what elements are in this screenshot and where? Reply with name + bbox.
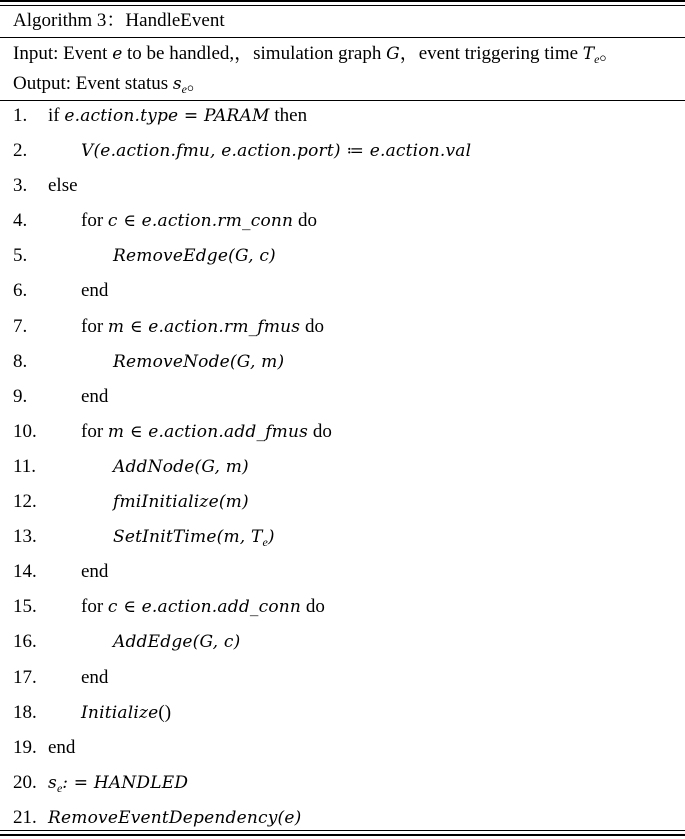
keyword: for (81, 420, 108, 442)
keyword: do (301, 596, 325, 618)
line-code (48, 98, 307, 134)
math-expression: s (48, 772, 57, 793)
math-expression: RemoveEdge(G, c) (113, 246, 276, 267)
algorithm-line (0, 168, 685, 203)
line-number: 16. (13, 631, 37, 653)
line-number: 17. (13, 666, 37, 688)
line-code (81, 133, 471, 169)
line-number: 2. (13, 140, 28, 162)
math-expression: AddEdge(G, c) (113, 632, 241, 653)
algorithm-line (0, 238, 685, 273)
math-expression: c ∈ e.action.add_conn (107, 597, 302, 618)
math-expression: c ∈ e.action.rm_conn (107, 211, 294, 232)
line-code (113, 484, 249, 520)
keyword: end (81, 385, 109, 407)
algorithm-line (0, 484, 685, 519)
math-expression: Initialize (81, 702, 159, 723)
line-code (113, 449, 249, 485)
line-code (81, 379, 108, 414)
line-code (113, 238, 276, 274)
line-code (81, 554, 108, 589)
line-number: 4. (13, 210, 28, 232)
keyword: () (158, 701, 172, 723)
line-code (81, 695, 171, 731)
algorithm-line (0, 589, 685, 624)
line-number: 1. (13, 105, 28, 126)
line-number: 15. (13, 596, 37, 618)
algorithm-line (0, 660, 685, 695)
input-line (13, 41, 618, 72)
algorithm-line (0, 273, 685, 308)
math-expression: RemoveNode(G, m) (113, 351, 285, 372)
line-code (81, 414, 332, 450)
keyword: end (48, 736, 76, 758)
algorithm-line (0, 203, 685, 238)
math-expression: m ∈ e.action.rm_fmus (107, 316, 301, 337)
keyword: for (81, 210, 108, 232)
line-number: 11. (13, 455, 37, 477)
line-number: 3. (13, 175, 28, 197)
output-prefix: Output: Event status (13, 73, 173, 94)
algorithm-line (0, 624, 685, 659)
input-mid2: ，event triggering time (399, 43, 583, 64)
line-code (81, 660, 108, 695)
input-var-T-sub: e (594, 52, 600, 66)
algorithm-line (0, 379, 685, 414)
input-end: 。 (599, 43, 619, 64)
line-number: 7. (13, 315, 28, 337)
math-expression: ) (267, 527, 275, 548)
line-number: 5. (13, 245, 28, 267)
line-code (113, 344, 284, 380)
algorithm-line (0, 695, 685, 730)
algorithm-lines (0, 98, 685, 835)
math-expression: e.action.type = PARAM (64, 106, 270, 126)
bottom-double-rule (0, 830, 685, 836)
line-number: 8. (13, 350, 28, 372)
keyword: do (293, 210, 317, 232)
algorithm-line (0, 98, 685, 133)
title-rule (0, 37, 685, 38)
keyword: end (81, 666, 109, 688)
line-number: 19. (13, 736, 37, 758)
line-number: 20. (13, 771, 37, 793)
line-number: 6. (13, 280, 28, 302)
input-var-e: e (112, 44, 123, 64)
math-expression: RemoveEventDependency(e) (48, 807, 302, 828)
algorithm-line (0, 414, 685, 449)
line-code (113, 624, 240, 660)
keyword: do (308, 420, 332, 442)
input-mid1: to be handled,，simulation graph (122, 43, 387, 64)
line-code (81, 589, 325, 625)
keyword: end (81, 280, 109, 302)
keyword: if (48, 105, 65, 126)
output-var-s: s (172, 74, 182, 94)
output-var-s-sub: e (181, 82, 187, 96)
algorithm-line (0, 765, 685, 800)
keyword: end (81, 561, 109, 583)
math-expression: m ∈ e.action.add_fmus (107, 421, 309, 442)
math-expression: fmiInitialize(m) (113, 492, 249, 513)
keyword: for (81, 315, 108, 337)
line-code (48, 730, 75, 765)
keyword: then (269, 105, 308, 126)
algorithm-line (0, 554, 685, 589)
line-number: 10. (13, 420, 37, 442)
input-var-G: G (386, 44, 400, 64)
algorithm-title: Algorithm 3：HandleEvent (13, 10, 225, 31)
line-number: 18. (13, 701, 37, 723)
math-expression: SetInitTime(m, T (113, 527, 263, 548)
algorithm-line (0, 344, 685, 379)
math-expression: V(e.action.fmu, e.action.port) ≔ e.action.val (81, 141, 472, 162)
algorithm-line (0, 309, 685, 344)
algorithm-line (0, 519, 685, 554)
input-var-T: T (582, 44, 595, 64)
keyword: for (81, 596, 108, 618)
subscript: e (262, 535, 268, 550)
input-prefix: Input: Event (13, 43, 113, 64)
keyword: do (300, 315, 324, 337)
line-code (81, 309, 324, 345)
algorithm-line (0, 730, 685, 765)
top-double-rule (0, 0, 685, 6)
algorithm-line (0, 133, 685, 168)
subscript: e (56, 780, 63, 795)
line-code (48, 168, 78, 203)
math-expression: : = HANDLED (62, 772, 189, 793)
line-number: 13. (13, 526, 37, 548)
line-number: 9. (13, 385, 28, 407)
keyword: else (48, 175, 78, 197)
algorithm-line (0, 449, 685, 484)
output-end: 。 (186, 73, 206, 94)
line-number: 14. (13, 561, 37, 583)
line-number: 12. (13, 491, 37, 513)
line-number: 21. (13, 806, 37, 828)
line-code (81, 203, 317, 239)
line-code (81, 273, 108, 308)
math-expression: AddNode(G, m) (113, 456, 249, 477)
